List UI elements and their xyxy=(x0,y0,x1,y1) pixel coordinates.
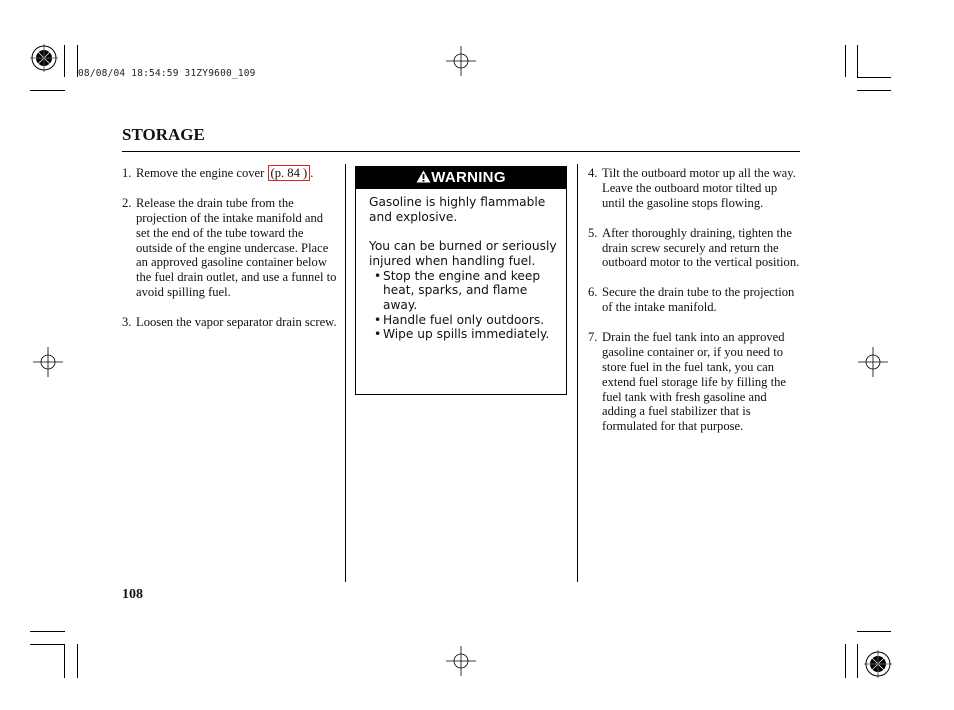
step-text: Loosen the vapor separator drain screw. xyxy=(136,315,337,330)
warning-bullet-text: Stop the engine and keep heat, sparks, and flame away. xyxy=(383,268,541,312)
step-number: 7. xyxy=(588,329,598,344)
step-text: Release the drain tube from the projection of the intake manifold and set the end of the tube toward the outside of the engine undercase. Place an approved gasoline container below the fuel drain outlet, and use a funnel to avoid spilling fuel. xyxy=(136,195,337,300)
print-stamp: 08/08/04 18:54:59 31ZY9600_109 xyxy=(78,68,256,79)
step-number: 6. xyxy=(588,285,598,300)
warning-body xyxy=(356,189,566,342)
title-rule xyxy=(122,151,800,152)
warning-bullet: • Handle fuel only outdoors. xyxy=(374,312,545,327)
warning-bullet-text: Handle fuel only outdoors. xyxy=(383,312,545,327)
page-reference-link[interactable]: (p. 84 ) xyxy=(268,165,311,181)
step-text: Remove the engine cover xyxy=(136,166,265,180)
step-item xyxy=(588,166,802,211)
step-number: 3. xyxy=(122,315,132,330)
step-number: 1. xyxy=(122,166,132,180)
left-column xyxy=(122,166,340,345)
step-item xyxy=(122,166,340,181)
warning-triangle-icon xyxy=(416,170,431,183)
column-divider xyxy=(345,164,346,582)
warning-text: Gasoline is highly flammable and explosive. xyxy=(369,195,546,224)
step-item xyxy=(588,226,802,271)
step-item xyxy=(588,285,802,315)
warning-bullet-text: Wipe up spills immediately. xyxy=(383,327,550,342)
right-column xyxy=(588,166,802,449)
column-divider xyxy=(577,164,578,582)
step-number: 4. xyxy=(588,166,598,180)
crosshair-mark-icon xyxy=(33,347,63,377)
step-item xyxy=(122,315,340,330)
step-text: Tilt the outboard motor up all the way. Leave the outboard motor tilted up until the gasoline stops flowing. xyxy=(602,166,796,210)
step-text: Secure the drain tube to the projection of the intake manifold. xyxy=(602,285,795,315)
warning-text: You can be burned or seriously injured when handling fuel. xyxy=(369,239,557,268)
step-item xyxy=(588,330,802,434)
warning-heading: WARNING xyxy=(431,169,506,186)
registration-target-icon xyxy=(30,44,58,72)
step-text: After thoroughly draining, tighten the drain screw securely and return the outboard motor to the vertical position. xyxy=(602,225,800,270)
warning-bullet: • Stop the engine and keep heat, sparks, and flame away. xyxy=(374,268,541,312)
step-number: 5. xyxy=(588,225,598,240)
step-number: 2. xyxy=(122,195,132,210)
crosshair-mark-icon xyxy=(446,46,476,76)
step-item xyxy=(122,196,340,300)
section-title: STORAGE xyxy=(122,125,205,144)
warning-bullet: • Wipe up spills immediately. xyxy=(374,327,550,342)
warning-header xyxy=(356,167,566,189)
warning-list xyxy=(369,269,558,343)
crosshair-mark-icon xyxy=(446,646,476,676)
step-text: Drain the fuel tank into an approved gasoline container or, if you need to store fuel in the fuel tank, you can extend fuel storage life by filling the fuel tank with fresh gasoline and adding a fuel stabilizer that is formulated for that purpose. xyxy=(602,329,786,434)
crosshair-mark-icon xyxy=(858,347,888,377)
warning-box xyxy=(355,166,567,395)
page-number: 108 xyxy=(122,587,143,602)
registration-target-icon xyxy=(864,650,892,678)
step-text-tail: . xyxy=(310,166,314,180)
